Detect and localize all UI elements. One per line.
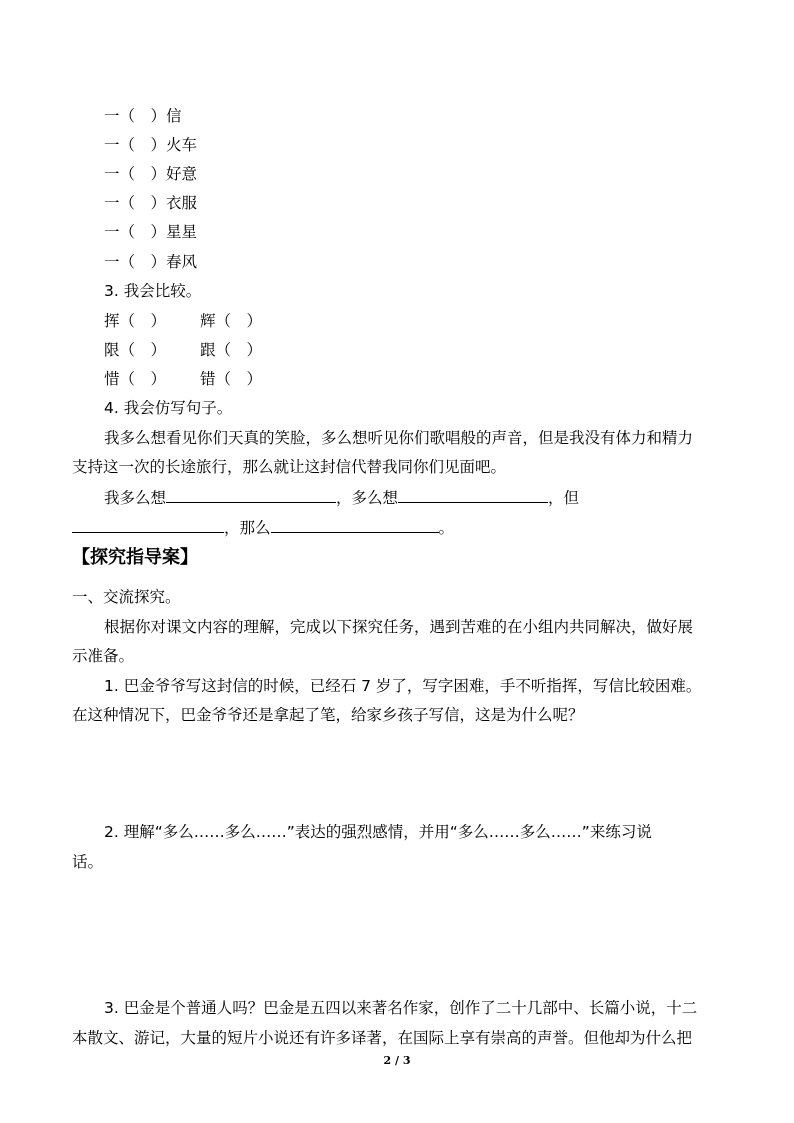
question-3-line1: 3. 巴金是个普通人吗？巴金是五四以来著名作家，创作了二十几部中、长篇小说，十二 xyxy=(104,999,698,1017)
fill-line-1 xyxy=(104,486,579,508)
question-1-line1: 1. 巴金爷爷写这封信的时候，已经石 7 岁了，写字困难，手不听指挥，写信比较困难。 xyxy=(104,677,702,695)
page-number: 2 / 3 xyxy=(383,1054,411,1067)
example-sentence-line2: 支持这一次的长途旅行，那么就让这封信代替我同你们见面吧。 xyxy=(72,458,507,476)
question-2-line2: 话。 xyxy=(72,853,104,871)
fill-text: 我多么想 xyxy=(104,489,167,507)
compare-cell: 限（ ） xyxy=(104,341,167,359)
match-item-4: 一（ ）衣服 xyxy=(104,194,198,212)
answer-blank[interactable] xyxy=(398,486,548,503)
compare-cell: 错（ ） xyxy=(200,370,263,388)
imitate-title: 4. 我会仿写句子。 xyxy=(104,399,233,417)
match-item-1: 一（ ）信 xyxy=(104,107,182,125)
compare-title: 3. 我会比较。 xyxy=(104,282,202,300)
compare-cell: 跟（ ） xyxy=(200,341,263,359)
answer-blank[interactable] xyxy=(271,516,439,533)
part1-intro-line2: 示准备。 xyxy=(72,647,135,665)
fill-text: ，但 xyxy=(548,489,580,507)
compare-cell: 辉（ ） xyxy=(200,312,263,330)
answer-blank[interactable] xyxy=(72,516,224,533)
fill-text: ，那么 xyxy=(224,519,271,537)
match-item-3: 一（ ）好意 xyxy=(104,165,198,183)
question-2-line1: 2. 理解“多么……多么……”表达的强烈感情，并用“多么……多么……”来练习说 xyxy=(104,823,652,841)
part1-intro-line1: 根据你对课文内容的理解，完成以下探究任务，遇到苦难的在小组内共同解决，做好展 xyxy=(104,618,694,636)
compare-cell: 挥（ ） xyxy=(104,312,167,330)
answer-space-1[interactable] xyxy=(105,735,715,815)
fill-text: 。 xyxy=(438,519,455,537)
section-heading: 【探究指导案】 xyxy=(72,547,198,568)
part1-title: 一、交流探究。 xyxy=(72,588,181,606)
answer-blank[interactable] xyxy=(166,486,336,503)
example-sentence-line1: 我多么想看见你们天真的笑脸，多么想听见你们歌唱般的声音，但是我没有体力和精力 xyxy=(104,429,694,447)
question-3-line2: 本散文、游记，大量的短片小说还有许多译著，在国际上享有崇高的声誉。但他却为什么把 xyxy=(72,1029,693,1047)
match-item-2: 一（ ）火车 xyxy=(104,136,198,154)
fill-line-2 xyxy=(72,516,454,538)
compare-cell: 惜（ ） xyxy=(104,370,167,388)
match-item-6: 一（ ）春风 xyxy=(104,253,198,271)
answer-space-2[interactable] xyxy=(105,882,715,990)
match-item-5: 一（ ）星星 xyxy=(104,223,198,241)
fill-text: ，多么想 xyxy=(336,489,399,507)
question-1-line2: 在这种情况下，巴金爷爷还是拿起了笔，给家乡孩子写信，这是为什么呢？ xyxy=(72,706,584,724)
